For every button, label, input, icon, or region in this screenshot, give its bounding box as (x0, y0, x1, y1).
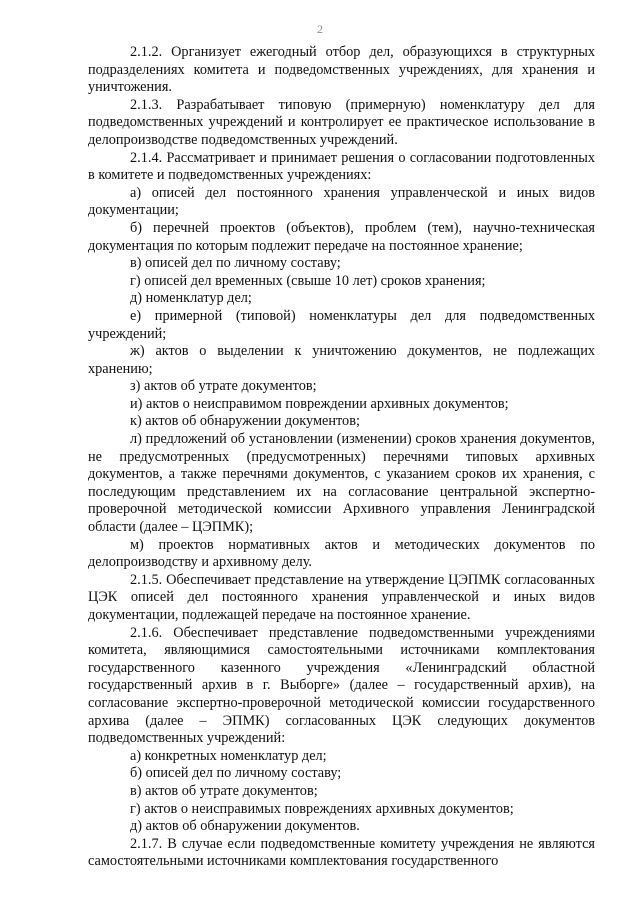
list-item-b-2: б) описей дел по личному составу; (130, 765, 342, 782)
list-item-d: д) номенклатур дел; (130, 290, 252, 307)
list-item-g-2: г) актов о неисправимых повреждениях архивных документов; (130, 800, 514, 817)
paragraph-2-1-3: 2.1.3. Разрабатывает типовую (примерную) номенклатуру дел для подведомственных учреждений и контролирует ее практическое использование в делопроизводстве подведомственных учреждений. (88, 96, 595, 148)
list-item-z: з) актов об утрате документов; (130, 378, 317, 395)
list-item-g: г) описей дел временных (свыше 10 лет) сроков хранения; (130, 272, 486, 289)
list-item-m: м) проектов нормативных актов и методических документов по делопроизводству и архивному делу. (88, 536, 595, 571)
list-item-d-2: д) актов об обнаружении документов. (130, 818, 360, 835)
list-item-v: в) описей дел по личному составу; (130, 255, 341, 272)
paragraph-2-1-5: 2.1.5. Обеспечивает представление на утверждение ЦЭПМК согласованных ЦЭК описей дел постоянного хранения управленческой и иных видов документации, подлежащей передаче на постоянное хранение. (88, 571, 595, 623)
list-item-v-2: в) актов об утрате документов; (130, 782, 318, 799)
list-item-k: к) актов об обнаружении документов; (130, 413, 360, 430)
list-item-a-2: а) конкретных номенклатур дел; (130, 747, 327, 764)
paragraph-2-1-2: 2.1.2. Организует ежегодный отбор дел, образующихся в структурных подразделениях комитета и подведомственных учреждениях, для хранения и уничтожения. (88, 44, 595, 96)
list-item-l: л) предложений об установлении (изменении) сроков хранения документов, не предусмотренных (предусмотренных) перечнями типовых архивных документов, а также перечнями документов, с указанием сроков их хранения, с последующим представлением их на согласование центральной экспертно-проверочной методической комиссии Архивного управления Ленинградской области (далее – ЦЭПМК); (88, 431, 595, 536)
list-item-e: е) примерной (типовой) номенклатуры дел для подведомственных учреждений; (88, 307, 595, 342)
document-body (88, 44, 595, 871)
list-item-a: а) описей дел постоянного хранения управленческой и иных видов документации; (88, 184, 595, 219)
list-item-i: и) актов о неисправимом повреждении архивных документов; (130, 395, 509, 412)
list-item-zh: ж) актов о выделении к уничтожению документов, не подлежащих хранению; (88, 343, 595, 377)
paragraph-2-1-7: 2.1.7. В случае если подведомственные комитету учреждения не являются самостоятельными источниками комплектования государственного (88, 835, 595, 870)
page-number: 2 (317, 22, 323, 36)
paragraph-2-1-4: 2.1.4. Рассматривает и принимает решения о согласовании подготовленных в комитете и подведомственных учреждениях: (88, 149, 595, 184)
paragraph-2-1-6: 2.1.6. Обеспечивает представление подведомственными учреждениями комитета, являющимися самостоятельными источниками комплектования государственного казенного учреждения «Ленинградский областной государственный архив в г. Выборге» (далее – государственный архив), на согласование экспертно-проверочной методической комиссии государственного архива (далее – ЭПМК) согласованных ЦЭК следующих документов подведомственных учреждений: (88, 624, 595, 747)
list-item-b: б) перечней проектов (объектов), проблем (тем), научно-техническая документация по которым подлежит передаче на постоянное хранение; (88, 219, 595, 254)
